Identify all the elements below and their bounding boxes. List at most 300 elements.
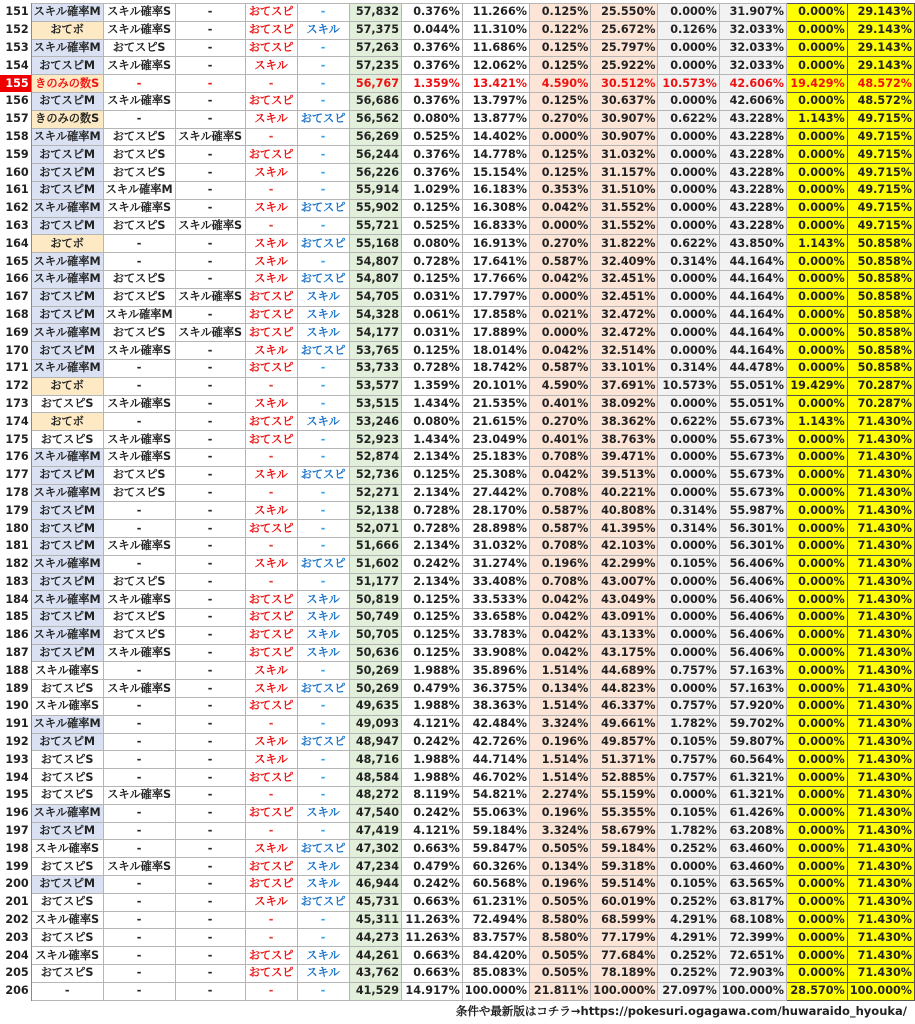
pink-rate-cell: 0.042% [529, 609, 590, 627]
yellow-cumulative-cell: 50.858% [847, 253, 914, 271]
nature-up-cell: - [245, 448, 297, 466]
yellow-rate-cell: 0.000% [786, 947, 847, 965]
pink-rate-cell: 0.401% [529, 395, 590, 413]
yellow-rate-cell: 0.000% [786, 626, 847, 644]
sub-skill-2-cell: - [175, 146, 245, 164]
score-cell: 54,328 [349, 306, 401, 324]
yellow-cumulative-cell: 71.430% [847, 502, 914, 520]
sub-skill-2-cell: - [175, 537, 245, 555]
cumulative-rate-cell: 100.000% [462, 982, 529, 1000]
row-number-cell: 172 [0, 377, 31, 395]
nature-down-cell: - [297, 448, 349, 466]
rate-cell: 1.988% [402, 751, 463, 769]
score-cell: 50,819 [349, 591, 401, 609]
yellow-rate-cell: 0.000% [786, 92, 847, 110]
main-skill-cell: おてスピS [31, 787, 103, 805]
score-cell: 52,874 [349, 448, 401, 466]
sub-skill-1-cell: スキル確率S [103, 537, 175, 555]
gray-cumulative-cell: 63.460% [719, 840, 786, 858]
yellow-rate-cell: 0.000% [786, 876, 847, 894]
table-row [0, 733, 915, 751]
pink-rate-cell: 0.196% [529, 876, 590, 894]
gray-rate-cell: 0.314% [658, 359, 719, 377]
yellow-cumulative-cell: 70.287% [847, 377, 914, 395]
sub-skill-2-cell: - [175, 110, 245, 128]
yellow-cumulative-cell: 71.430% [847, 591, 914, 609]
pink-cumulative-cell: 59.514% [591, 876, 658, 894]
gray-cumulative-cell: 55.673% [719, 431, 786, 449]
yellow-cumulative-cell: 71.430% [847, 573, 914, 591]
cumulative-rate-cell: 25.308% [462, 466, 529, 484]
sub-skill-1-cell: スキル確率M [103, 306, 175, 324]
pink-cumulative-cell: 52.885% [591, 769, 658, 787]
score-cell: 50,705 [349, 626, 401, 644]
row-number-cell: 171 [0, 359, 31, 377]
nature-down-cell: - [297, 164, 349, 182]
table-row [0, 751, 915, 769]
score-cell: 57,375 [349, 21, 401, 39]
gray-rate-cell: 1.782% [658, 822, 719, 840]
main-skill-cell: スキル確率M [31, 359, 103, 377]
score-cell: 56,244 [349, 146, 401, 164]
yellow-rate-cell: 0.000% [786, 751, 847, 769]
gray-rate-cell: 0.000% [658, 164, 719, 182]
gray-cumulative-cell: 55.673% [719, 413, 786, 431]
main-skill-cell: おてボ [31, 413, 103, 431]
pink-rate-cell: 0.042% [529, 591, 590, 609]
sub-skill-2-cell: - [175, 377, 245, 395]
sub-skill-2-cell: - [175, 965, 245, 983]
yellow-rate-cell: 0.000% [786, 893, 847, 911]
row-number-cell: 196 [0, 804, 31, 822]
gray-cumulative-cell: 56.301% [719, 520, 786, 538]
sub-skill-1-cell: - [103, 75, 175, 93]
pink-cumulative-cell: 43.133% [591, 626, 658, 644]
main-skill-cell: おてスピM [31, 146, 103, 164]
nature-up-cell: おてスピ [245, 359, 297, 377]
sub-skill-1-cell: - [103, 840, 175, 858]
yellow-rate-cell: 0.000% [786, 288, 847, 306]
sub-skill-2-cell: - [175, 644, 245, 662]
row-number-cell: 189 [0, 680, 31, 698]
sub-skill-2-cell: - [175, 342, 245, 360]
rate-cell: 0.125% [402, 609, 463, 627]
yellow-cumulative-cell: 29.143% [847, 39, 914, 57]
yellow-cumulative-cell: 71.430% [847, 965, 914, 983]
yellow-cumulative-cell: 71.430% [847, 751, 914, 769]
score-cell: 52,138 [349, 502, 401, 520]
yellow-rate-cell: 0.000% [786, 644, 847, 662]
table-row [0, 822, 915, 840]
cumulative-rate-cell: 18.742% [462, 359, 529, 377]
gray-cumulative-cell: 55.987% [719, 502, 786, 520]
nature-down-cell: - [297, 395, 349, 413]
nature-down-cell: スキル [297, 858, 349, 876]
rate-cell: 4.121% [402, 822, 463, 840]
table-row [0, 110, 915, 128]
sub-skill-1-cell: - [103, 769, 175, 787]
main-skill-cell: おてスピM [31, 92, 103, 110]
gray-rate-cell: 0.000% [658, 448, 719, 466]
table-row [0, 555, 915, 573]
row-number-cell: 195 [0, 787, 31, 805]
sub-skill-1-cell: おてスピS [103, 270, 175, 288]
sub-skill-1-cell: おてスピS [103, 609, 175, 627]
cumulative-rate-cell: 21.535% [462, 395, 529, 413]
rate-cell: 0.479% [402, 858, 463, 876]
pink-rate-cell: 0.134% [529, 680, 590, 698]
yellow-rate-cell: 0.000% [786, 270, 847, 288]
sub-skill-2-cell: - [175, 893, 245, 911]
gray-rate-cell: 0.622% [658, 413, 719, 431]
main-skill-cell: おてスピS [31, 965, 103, 983]
score-cell: 53,733 [349, 359, 401, 377]
main-skill-cell: おてスピM [31, 306, 103, 324]
main-skill-cell: スキル確率S [31, 840, 103, 858]
sub-skill-1-cell: スキル確率M [103, 181, 175, 199]
pink-rate-cell: 0.125% [529, 92, 590, 110]
main-skill-cell: おてスピM [31, 609, 103, 627]
cumulative-rate-cell: 35.896% [462, 662, 529, 680]
main-skill-cell: スキル確率M [31, 324, 103, 342]
row-number-cell: 183 [0, 573, 31, 591]
cumulative-rate-cell: 27.442% [462, 484, 529, 502]
yellow-cumulative-cell: 71.430% [847, 484, 914, 502]
gray-rate-cell: 0.000% [658, 626, 719, 644]
sub-skill-2-cell: - [175, 662, 245, 680]
nature-down-cell: - [297, 751, 349, 769]
pink-rate-cell: 0.125% [529, 146, 590, 164]
gray-cumulative-cell: 56.406% [719, 573, 786, 591]
table-row [0, 929, 915, 947]
yellow-cumulative-cell: 71.430% [847, 893, 914, 911]
yellow-rate-cell: 0.000% [786, 181, 847, 199]
sub-skill-2-cell: スキル確率S [175, 288, 245, 306]
gray-cumulative-cell: 56.301% [719, 537, 786, 555]
sub-skill-2-cell: - [175, 769, 245, 787]
cumulative-rate-cell: 16.833% [462, 217, 529, 235]
nature-up-cell: - [245, 787, 297, 805]
gray-rate-cell: 0.757% [658, 769, 719, 787]
sub-skill-1-cell: おてスピS [103, 466, 175, 484]
row-number-cell: 152 [0, 21, 31, 39]
main-skill-cell: スキル確率M [31, 804, 103, 822]
yellow-cumulative-cell: 49.715% [847, 110, 914, 128]
main-skill-cell: おてスピM [31, 573, 103, 591]
yellow-rate-cell: 0.000% [786, 484, 847, 502]
cumulative-rate-cell: 33.908% [462, 644, 529, 662]
row-number-cell: 203 [0, 929, 31, 947]
sub-skill-2-cell: - [175, 822, 245, 840]
cumulative-rate-cell: 28.170% [462, 502, 529, 520]
main-skill-cell: おてスピM [31, 822, 103, 840]
row-number-cell: 202 [0, 911, 31, 929]
sub-skill-2-cell: - [175, 199, 245, 217]
rate-cell: 0.125% [402, 199, 463, 217]
nature-up-cell: スキル [245, 680, 297, 698]
yellow-rate-cell: 0.000% [786, 698, 847, 716]
pink-cumulative-cell: 33.101% [591, 359, 658, 377]
sub-skill-2-cell: - [175, 413, 245, 431]
gray-rate-cell: 0.000% [658, 92, 719, 110]
row-number-cell: 186 [0, 626, 31, 644]
yellow-rate-cell: 0.000% [786, 466, 847, 484]
row-number-cell: 169 [0, 324, 31, 342]
pink-rate-cell: 0.353% [529, 181, 590, 199]
nature-down-cell: - [297, 253, 349, 271]
score-cell: 44,273 [349, 929, 401, 947]
table-row [0, 804, 915, 822]
main-skill-cell: おてスピM [31, 520, 103, 538]
score-cell: 51,177 [349, 573, 401, 591]
gray-cumulative-cell: 56.406% [719, 626, 786, 644]
row-number-cell: 160 [0, 164, 31, 182]
yellow-rate-cell: 0.000% [786, 520, 847, 538]
cumulative-rate-cell: 28.898% [462, 520, 529, 538]
gray-rate-cell: 0.000% [658, 680, 719, 698]
table-row [0, 591, 915, 609]
pink-rate-cell: 1.514% [529, 769, 590, 787]
main-skill-cell: おてボ [31, 235, 103, 253]
sub-skill-1-cell: - [103, 947, 175, 965]
main-skill-cell: - [31, 982, 103, 1000]
yellow-cumulative-cell: 71.430% [847, 840, 914, 858]
yellow-cumulative-cell: 49.715% [847, 128, 914, 146]
sub-skill-1-cell: おてスピS [103, 288, 175, 306]
main-skill-cell: おてスピM [31, 181, 103, 199]
pink-rate-cell: 3.324% [529, 715, 590, 733]
gray-rate-cell: 0.000% [658, 591, 719, 609]
table-row [0, 128, 915, 146]
pink-cumulative-cell: 43.007% [591, 573, 658, 591]
row-number-cell: 182 [0, 555, 31, 573]
sub-skill-1-cell: - [103, 698, 175, 716]
yellow-rate-cell: 0.000% [786, 555, 847, 573]
pink-cumulative-cell: 55.159% [591, 787, 658, 805]
nature-down-cell: - [297, 377, 349, 395]
score-cell: 54,177 [349, 324, 401, 342]
pink-cumulative-cell: 44.823% [591, 680, 658, 698]
pink-rate-cell: 0.000% [529, 217, 590, 235]
yellow-rate-cell: 0.000% [786, 840, 847, 858]
nature-down-cell: スキル [297, 804, 349, 822]
cumulative-rate-cell: 11.266% [462, 4, 529, 22]
sub-skill-1-cell: おてスピS [103, 39, 175, 57]
nature-down-cell: - [297, 662, 349, 680]
gray-cumulative-cell: 68.108% [719, 911, 786, 929]
pink-cumulative-cell: 49.661% [591, 715, 658, 733]
nature-down-cell: - [297, 982, 349, 1000]
rate-cell: 1.988% [402, 698, 463, 716]
nature-down-cell: おてスピ [297, 235, 349, 253]
gray-rate-cell: 0.252% [658, 893, 719, 911]
rate-cell: 0.376% [402, 146, 463, 164]
cumulative-rate-cell: 83.757% [462, 929, 529, 947]
yellow-rate-cell: 0.000% [786, 715, 847, 733]
nature-down-cell: - [297, 4, 349, 22]
rate-cell: 1.988% [402, 662, 463, 680]
table-row [0, 217, 915, 235]
nature-up-cell: おてスピ [245, 965, 297, 983]
nature-down-cell: - [297, 431, 349, 449]
score-cell: 56,269 [349, 128, 401, 146]
pink-cumulative-cell: 44.689% [591, 662, 658, 680]
table-row [0, 288, 915, 306]
nature-down-cell: - [297, 715, 349, 733]
gray-cumulative-cell: 32.033% [719, 21, 786, 39]
nature-up-cell: - [245, 377, 297, 395]
gray-rate-cell: 0.000% [658, 573, 719, 591]
sub-skill-1-cell: - [103, 982, 175, 1000]
main-skill-cell: きのみの数S [31, 110, 103, 128]
gray-cumulative-cell: 43.850% [719, 235, 786, 253]
footer-link-text[interactable]: 条件や最新版はコチラ→https://pokesuri.ogagawa.com/huwaraido_hyouka/ [455, 1004, 907, 1018]
gray-cumulative-cell: 43.228% [719, 146, 786, 164]
main-skill-cell: おてスピS [31, 893, 103, 911]
yellow-cumulative-cell: 71.430% [847, 609, 914, 627]
yellow-rate-cell: 1.143% [786, 413, 847, 431]
rate-cell: 0.728% [402, 520, 463, 538]
pink-rate-cell: 0.125% [529, 57, 590, 75]
row-number-cell: 170 [0, 342, 31, 360]
yellow-rate-cell: 0.000% [786, 359, 847, 377]
nature-down-cell: おてスピ [297, 466, 349, 484]
pink-rate-cell: 1.514% [529, 662, 590, 680]
main-skill-cell: おてスピM [31, 466, 103, 484]
row-number-cell: 178 [0, 484, 31, 502]
yellow-rate-cell: 1.143% [786, 235, 847, 253]
nature-up-cell: おてスピ [245, 591, 297, 609]
nature-down-cell: - [297, 698, 349, 716]
row-number-cell: 205 [0, 965, 31, 983]
sub-skill-2-cell: - [175, 751, 245, 769]
nature-down-cell: - [297, 146, 349, 164]
gray-cumulative-cell: 61.321% [719, 769, 786, 787]
rate-cell: 1.434% [402, 431, 463, 449]
yellow-cumulative-cell: 71.430% [847, 858, 914, 876]
pink-rate-cell: 0.505% [529, 965, 590, 983]
yellow-cumulative-cell: 49.715% [847, 146, 914, 164]
nature-down-cell: おてスピ [297, 342, 349, 360]
rate-cell: 0.080% [402, 235, 463, 253]
yellow-rate-cell: 0.000% [786, 395, 847, 413]
sub-skill-1-cell: スキル確率S [103, 448, 175, 466]
gray-cumulative-cell: 59.702% [719, 715, 786, 733]
nature-down-cell: - [297, 57, 349, 75]
main-skill-cell: おてスピM [31, 502, 103, 520]
pink-rate-cell: 0.021% [529, 306, 590, 324]
cumulative-rate-cell: 61.231% [462, 893, 529, 911]
row-number-cell: 151 [0, 4, 31, 22]
gray-rate-cell: 0.000% [658, 609, 719, 627]
pink-rate-cell: 0.505% [529, 947, 590, 965]
yellow-rate-cell: 0.000% [786, 431, 847, 449]
sub-skill-2-cell: - [175, 715, 245, 733]
nature-down-cell: スキル [297, 965, 349, 983]
gray-cumulative-cell: 57.163% [719, 680, 786, 698]
score-cell: 52,271 [349, 484, 401, 502]
score-cell: 48,716 [349, 751, 401, 769]
rate-cell: 1.359% [402, 377, 463, 395]
gray-cumulative-cell: 61.321% [719, 787, 786, 805]
pink-rate-cell: 0.000% [529, 324, 590, 342]
yellow-rate-cell: 0.000% [786, 929, 847, 947]
nature-down-cell: スキル [297, 644, 349, 662]
pink-rate-cell: 0.587% [529, 520, 590, 538]
score-cell: 52,071 [349, 520, 401, 538]
nature-down-cell: - [297, 484, 349, 502]
gray-cumulative-cell: 63.565% [719, 876, 786, 894]
rate-cell: 11.263% [402, 929, 463, 947]
sub-skill-2-cell: - [175, 911, 245, 929]
pink-rate-cell: 0.000% [529, 128, 590, 146]
pink-rate-cell: 0.270% [529, 413, 590, 431]
main-skill-cell: スキル確率S [31, 698, 103, 716]
rate-cell: 0.376% [402, 57, 463, 75]
pink-cumulative-cell: 38.362% [591, 413, 658, 431]
pink-rate-cell: 0.270% [529, 110, 590, 128]
table-row [0, 520, 915, 538]
yellow-rate-cell: 0.000% [786, 573, 847, 591]
nature-down-cell: おてスピ [297, 199, 349, 217]
pink-cumulative-cell: 100.000% [591, 982, 658, 1000]
table-row [0, 199, 915, 217]
table-row [0, 965, 915, 983]
nature-up-cell: - [245, 537, 297, 555]
rate-cell: 0.242% [402, 876, 463, 894]
nature-up-cell: スキル [245, 733, 297, 751]
nature-up-cell: スキル [245, 270, 297, 288]
yellow-cumulative-cell: 50.858% [847, 306, 914, 324]
pink-rate-cell: 4.590% [529, 75, 590, 93]
nature-up-cell: - [245, 128, 297, 146]
rate-cell: 1.029% [402, 181, 463, 199]
gray-rate-cell: 0.000% [658, 57, 719, 75]
table-row [0, 858, 915, 876]
pink-rate-cell: 0.708% [529, 448, 590, 466]
table-row [0, 75, 915, 93]
main-skill-cell: スキル確率S [31, 662, 103, 680]
cumulative-rate-cell: 33.783% [462, 626, 529, 644]
sub-skill-2-cell: - [175, 306, 245, 324]
rate-cell: 1.988% [402, 769, 463, 787]
cumulative-rate-cell: 31.032% [462, 537, 529, 555]
sub-skill-1-cell: - [103, 235, 175, 253]
rate-cell: 0.663% [402, 947, 463, 965]
yellow-rate-cell: 0.000% [786, 57, 847, 75]
yellow-rate-cell: 0.000% [786, 787, 847, 805]
yellow-rate-cell: 0.000% [786, 217, 847, 235]
cumulative-rate-cell: 25.183% [462, 448, 529, 466]
table-row [0, 324, 915, 342]
yellow-rate-cell: 0.000% [786, 733, 847, 751]
gray-cumulative-cell: 72.399% [719, 929, 786, 947]
nature-up-cell: - [245, 484, 297, 502]
pink-cumulative-cell: 42.103% [591, 537, 658, 555]
score-cell: 51,602 [349, 555, 401, 573]
main-skill-cell: スキル確率M [31, 484, 103, 502]
nature-up-cell: スキル [245, 110, 297, 128]
yellow-cumulative-cell: 71.430% [847, 911, 914, 929]
nature-down-cell: スキル [297, 306, 349, 324]
gray-cumulative-cell: 60.564% [719, 751, 786, 769]
sub-skill-1-cell: スキル確率S [103, 431, 175, 449]
pink-rate-cell: 0.505% [529, 840, 590, 858]
main-skill-cell: スキル確率M [31, 128, 103, 146]
gray-rate-cell: 0.000% [658, 199, 719, 217]
ranking-table [0, 3, 915, 1001]
yellow-rate-cell: 0.000% [786, 858, 847, 876]
